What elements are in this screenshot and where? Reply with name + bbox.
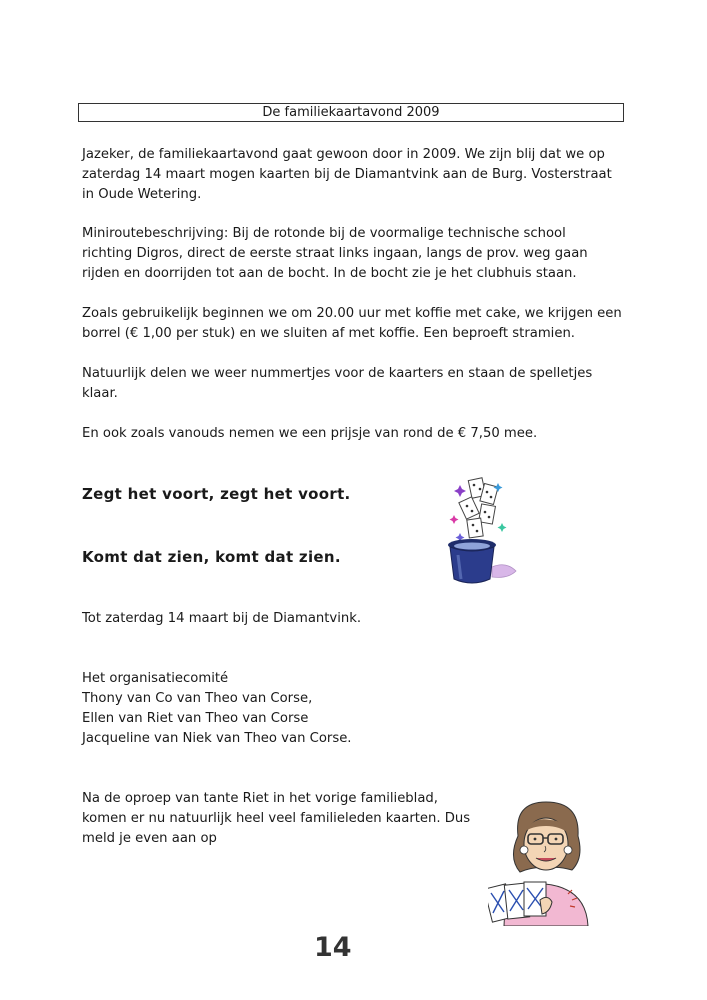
slogan-1: Zegt het voort, zegt het voort.	[82, 485, 351, 503]
page-title: De familiekaartavond 2009	[78, 103, 624, 122]
magic-hat-icon	[448, 539, 516, 583]
text-line: Thony van Co van Theo van Corse,	[82, 691, 313, 706]
text-line: richting Digros, direct de eerste straat links ingaan, langs de prov. weg gaan	[82, 246, 588, 261]
route-paragraph	[82, 224, 627, 284]
text-line: komen er nu natuurlijk heel veel familieleden kaarten. Dus	[82, 811, 471, 826]
woman-with-cards-illustration	[488, 796, 603, 926]
text-line: borrel (€ 1,00 per stuk) en we sluiten af met koffie. Een beproeft stramien.	[82, 326, 576, 341]
magic-hat-cards-illustration	[432, 475, 522, 590]
text-line: Zoals gebruikelijk beginnen we om 20.00 uur met koffie met cake, we krijgen een	[82, 306, 622, 321]
page-number: 14	[314, 932, 352, 963]
text-line: klaar.	[82, 386, 118, 401]
card-icon	[459, 478, 498, 538]
slogan-2: Komt dat zien, komt dat zien.	[82, 548, 341, 566]
prize-paragraph	[82, 424, 627, 444]
text-line: Miniroutebeschrijving: Bij de rotonde bij de voormalige technische school	[82, 226, 566, 241]
signature-block	[82, 669, 627, 749]
text-line: rijden en doorrijden tot aan de bocht. In de bocht zie je het clubhuis staan.	[82, 266, 577, 281]
intro-paragraph	[82, 145, 627, 205]
schedule-paragraph	[82, 304, 627, 344]
text-line: zaterdag 14 maart mogen kaarten bij de Diamantvink aan de Burg. Vosterstraat	[82, 167, 612, 182]
text-line: Ellen van Riet van Theo van Corse	[82, 711, 309, 726]
text-line: Het organisatiecomité	[82, 671, 229, 686]
text-line: meld je even aan op	[82, 831, 217, 846]
text-line: Jacqueline van Niek van Theo van Corse.	[82, 731, 352, 746]
text-line: Jazeker, de familiekaartavond gaat gewoon door in 2009. We zijn blij dat we op	[82, 147, 605, 162]
games-paragraph	[82, 364, 627, 404]
text-line: Na de oproep van tante Riet in het vorige familieblad,	[82, 791, 438, 806]
text-line: En ook zoals vanouds nemen we een prijsje van rond de € 7,50 mee.	[82, 426, 538, 441]
text-line: in Oude Wetering.	[82, 187, 202, 202]
note-paragraph	[82, 789, 482, 849]
closing-line: Tot zaterdag 14 maart bij de Diamantvink.	[82, 611, 362, 626]
text-line: Natuurlijk delen we weer nummertjes voor de kaarters en staan de spelletjes	[82, 366, 593, 381]
